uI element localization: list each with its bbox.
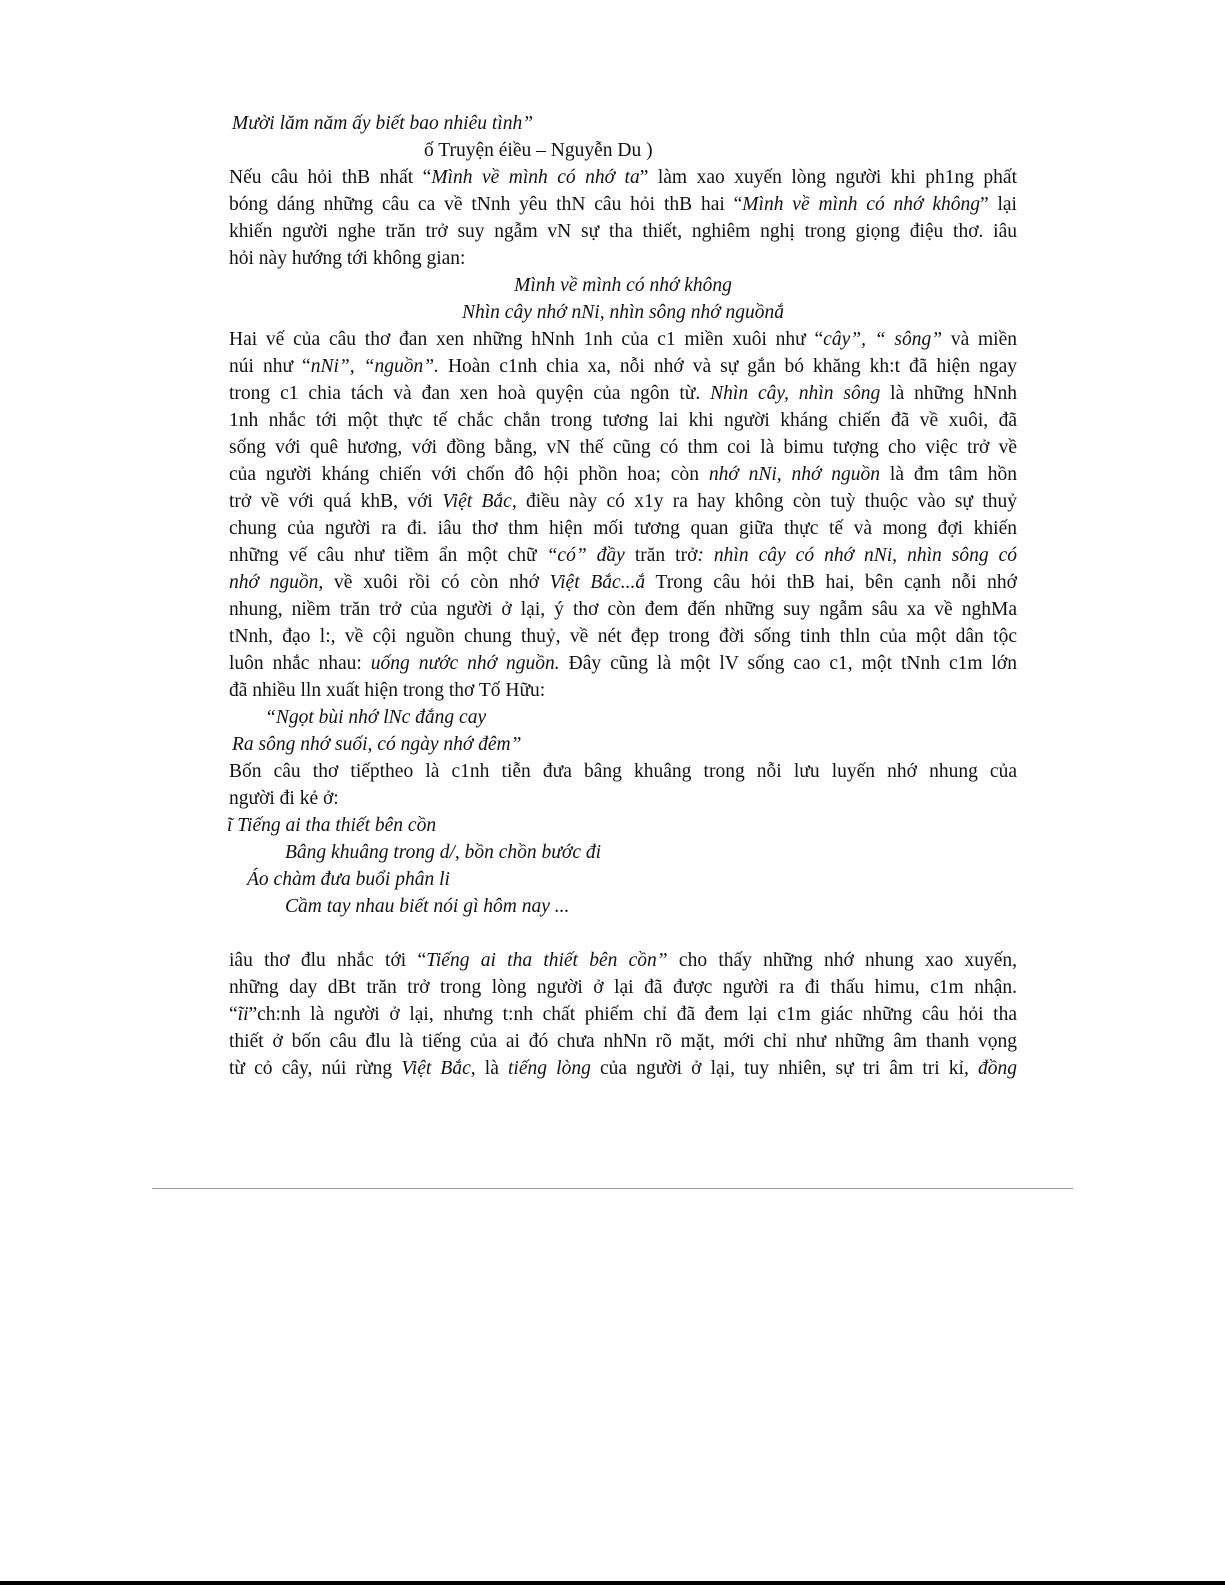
text-run: Đây cũng là một lV sống cao c1, một tNnh c1m lớn	[559, 653, 1017, 674]
italic-text: Nhìn cây, nhìn sông	[710, 383, 881, 404]
italic-text: Bâng khuâng trong d/, bồn chồn bước đi	[285, 842, 602, 863]
text-run: cho thấy những nhớ nhung xao xuyến,	[667, 950, 1017, 971]
italic-text: nhớ nNi, nhớ nguồn	[708, 464, 881, 485]
text-run: là	[475, 1058, 509, 1079]
italic-text: nhớ nguồn,	[229, 572, 324, 593]
text-line	[229, 353, 1017, 380]
text-run: nhung, niềm trăn trở của người ở lại, ý thơ còn đem đến những suy ngẫm sâu xa về nghMa	[229, 599, 1017, 620]
text-run: hỏi này hướng tới không gian:	[229, 248, 466, 269]
text-line	[229, 947, 1017, 974]
text-run: núi như “	[229, 356, 311, 377]
text-run: của người ở lại, tuy nhiên, sự tri âm tri kỉ,	[590, 1058, 978, 1079]
italic-text: Mình về mình có nhớ không	[742, 194, 980, 215]
italic-text: : nhìn cây có nhớ nNi, nhìn sông có	[697, 545, 1018, 566]
italic-text: Tiếng ai tha thiết bên cồn”	[426, 950, 668, 971]
text-run: Trong câu hỏi thB hai, bên cạnh nỗi nhớ	[645, 572, 1017, 593]
italic-text: Mình về mình có nhớ ta	[431, 167, 640, 188]
text-line	[247, 866, 450, 893]
text-run: điều này có x1y ra hay không còn tuỳ thuộc vào sự thuỷ	[516, 491, 1018, 512]
text-run: về xuôi rồi có còn nhớ	[323, 572, 550, 593]
text-run: Hai vế của câu thơ đan xen những hNnh 1nh của c1 miền xuôi như “	[229, 329, 824, 350]
text-line	[232, 731, 521, 758]
italic-text: Việt Bắc,	[401, 1058, 476, 1079]
text-line	[227, 812, 436, 839]
text-run: tNnh, đạo l:, về cội nguồn chung thuỷ, về nét đẹp trong đời sống tinh thln của một dân tộc	[229, 626, 1017, 647]
text-line	[229, 245, 465, 272]
italic-text: Ra sông nhớ suối, có ngày nhớ đêm”	[232, 734, 522, 755]
text-run: sống với quê hương, với đồng bằng, vN thế cũng có thm coi là bimu tượng cho việc trở về	[229, 437, 1017, 458]
text-run: ố Truyện éiều – Nguyễn Du )	[424, 140, 653, 161]
italic-text: Nhìn cây nhớ nNi, nhìn sông nhớ nguồnắ	[462, 302, 784, 323]
text-line	[229, 191, 1017, 218]
text-line	[229, 758, 1017, 785]
italic-text: Việt Bắc...ắ	[549, 572, 646, 593]
italic-text: tiếng lòng	[508, 1058, 591, 1079]
text-line	[229, 569, 1017, 596]
text-line	[232, 110, 533, 137]
italic-text: Mười lăm năm ấy biết bao nhiêu tình”	[232, 113, 534, 134]
bottom-edge-bar	[0, 1581, 1225, 1585]
text-line	[285, 839, 601, 866]
text-line	[229, 164, 1017, 191]
text-line	[229, 515, 1017, 542]
text-run: những day dBt trăn trở trong lòng người ở lại đã được người ra đi thấu himu, c1m nhận.	[229, 977, 1017, 998]
italic-text: Cầm tay nhau biết nói gì hôm nay ...	[285, 896, 570, 917]
text-line	[229, 218, 1017, 245]
text-run: khiến người nghe trăn trở suy ngẫm vN sự tha thiết, nghiêm nghị trong giọng điệu thơ. iâu	[229, 221, 1017, 242]
italic-text: cây”, “ sông”	[823, 329, 943, 350]
text-run: của người kháng chiến với chốn đô hội phồn hoa; còn	[229, 464, 709, 485]
text-run: Nếu câu hỏi thB nhất “	[229, 167, 432, 188]
text-line	[229, 542, 1017, 569]
text-run: ” làm xao xuyến lòng người khi ph1ng phất	[639, 167, 1018, 188]
text-run: và miền	[942, 329, 1018, 350]
text-run: chung của người ra đi. iâu thơ thm hiện mối tương quan giữa thực tế và mong đợi khiến	[229, 518, 1017, 539]
text-line	[229, 461, 1017, 488]
italic-text: đồng	[978, 1058, 1017, 1079]
text-run: Bốn câu thơ tiếptheo là c1nh tiễn đưa bâng khuâng trong nỗi lưu luyến nhớ nhung của	[229, 761, 1017, 782]
text-line	[229, 299, 1017, 326]
text-line	[229, 407, 1017, 434]
text-run: “	[229, 1004, 238, 1025]
italic-text: “có” đầy	[546, 545, 625, 566]
text-run: là những hNnh	[880, 383, 1018, 404]
italic-text: uống nước nhớ nguồn.	[370, 653, 560, 674]
text-line	[229, 488, 1017, 515]
italic-text: “Ngọt bùi nhớ lNc đắng cay	[265, 707, 487, 728]
text-run: đã nhiều lln xuất hiện trong thơ Tố Hữu:	[229, 680, 546, 701]
text-run: trong c1 chia tách và đan xen hoà quyện của ngôn từ.	[229, 383, 711, 404]
text-line	[229, 596, 1017, 623]
text-line	[229, 677, 545, 704]
text-line	[229, 272, 1017, 299]
italic-text: ĩ Tiếng ai tha thiết bên cồn	[227, 815, 437, 836]
italic-text: nNi”, “nguồn”.	[310, 356, 439, 377]
text-line	[229, 1055, 1017, 1082]
italic-text: Việt Bắc,	[442, 491, 517, 512]
text-line	[265, 704, 486, 731]
text-run: trăn trở	[624, 545, 698, 566]
text-run: những vế câu như tiềm ẩn một chữ	[229, 545, 547, 566]
text-run: ”ch:nh là người ở lại, nhưng t:nh chất phiếm chỉ đã đem lại c1m giác những câu hỏi tha	[248, 1004, 1017, 1025]
text-run: thiết ở bốn câu đlu là tiếng của ai đó chưa nhNn rõ mặt, mới chỉ như những âm thanh vọng	[229, 1031, 1017, 1052]
text-line	[229, 650, 1017, 677]
text-line	[229, 1028, 1017, 1055]
text-run: là đm tâm hồn	[880, 464, 1017, 485]
text-line	[229, 380, 1017, 407]
text-line	[229, 785, 339, 812]
text-run: người đi kẻ ở:	[229, 788, 339, 809]
text-line	[229, 434, 1017, 461]
text-run: luôn nhắc nhau:	[229, 653, 371, 674]
italic-text: ĩi	[237, 1004, 249, 1025]
text-run: trở về với quá khB, với	[229, 491, 443, 512]
text-line	[229, 326, 1017, 353]
text-line	[229, 1001, 1017, 1028]
text-run: Hoàn c1nh chia xa, nỗi nhớ và sự gắn bó khăng kh:t đã hiện ngay	[438, 356, 1017, 377]
text-line	[229, 623, 1017, 650]
text-run: iâu thơ đlu nhắc tới “	[229, 950, 427, 971]
text-line	[229, 974, 1017, 1001]
text-line	[285, 893, 569, 920]
italic-text: Mình về mình có nhớ không	[514, 275, 732, 296]
text-run: 1nh nhắc tới một thực tế chắc chắn trong tương lai khi người kháng chiến đã về xuôi, đã	[229, 410, 1017, 431]
text-line	[424, 137, 653, 164]
page-footer-rule	[152, 1188, 1073, 1189]
text-run: bóng dáng những câu ca về tNnh yêu thN câu hỏi thB hai “	[229, 194, 743, 215]
text-run: từ cỏ cây, núi rừng	[229, 1058, 402, 1079]
text-run: ” lại	[979, 194, 1017, 215]
italic-text: Áo chàm đưa buổi phân li	[247, 869, 450, 890]
